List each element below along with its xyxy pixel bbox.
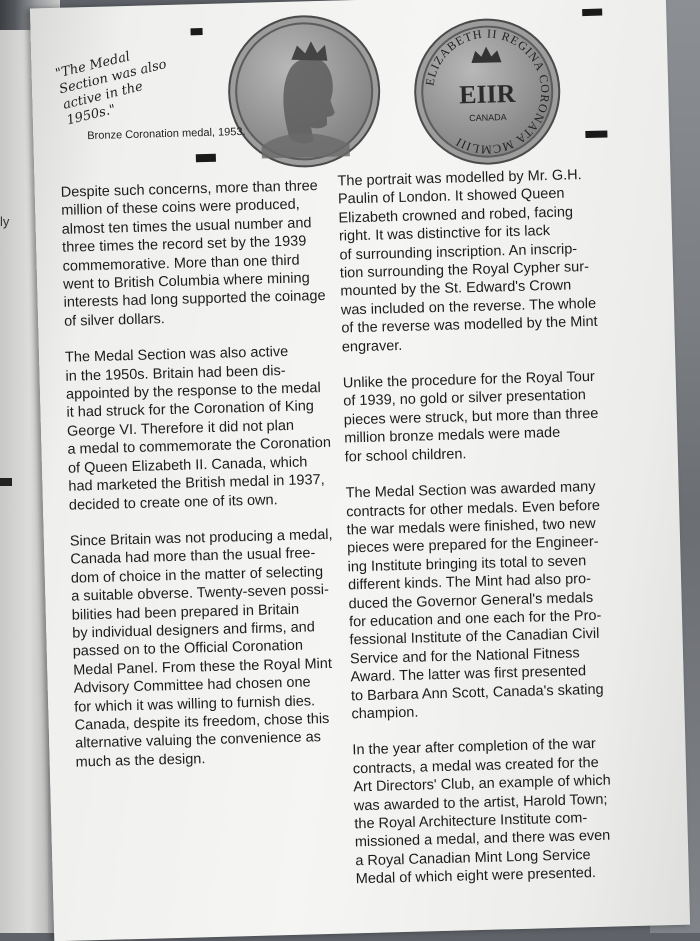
- pull-quote: "The Medal Section was also active in the 1950s.": [54, 49, 169, 129]
- crown-icon: [471, 46, 501, 63]
- registration-mark: [196, 154, 216, 163]
- paragraph: In the year after completion of the war contracts, a medal was created for the Art Directors' Club, an example of which was awarded to the artist, Harold Town; the Royal Architecture Institute com- missioned a medal, and there was even a Royal Canadian Mint Long Service Medal of which eight were presented.: [352, 736, 611, 888]
- registration-mark: [585, 130, 607, 138]
- registration-mark: [190, 28, 202, 35]
- registration-mark: [582, 9, 602, 17]
- coronation-medal-obverse: [226, 13, 382, 169]
- left-text-column: [61, 177, 355, 790]
- medal-legend: ELIZABETH II REGINA CORONATA MCMLIII: [422, 26, 553, 157]
- book-page: [30, 0, 690, 941]
- queen-portrait-icon: [228, 15, 380, 167]
- paragraph: Despite such concerns, more than three million of these coins were produced, almost ten times the usual number and three times the record set by the 1939 commemorative. More than one third went to British Columbia where mining interests had long supported the coinage of silver dollars.: [60, 178, 326, 330]
- paragraph: Since Britain was not producing a medal, Canada had more than the usual free- dom of choice in the matter of selecting a suitable obverse. Twenty-seven possi- bilities had been prepared in Britain by individual designers and firms, and passed on to the Official Coronation Medal Panel. From these the Royal Mint Advisory Committee had chosen one for which it was willing to furnish dies. Canada, despite its freedom, chose this alternative valuing the convenience as much as the design.: [69, 526, 333, 771]
- paragraph: The portrait was modelled by Mr. G.H. Paulin of London. It showed Queen Elizabeth crowned and robed, facing right. It was distinctive for its lack of surrounding inscription. An inscrip- tion surrounding the Royal Cypher sur- mounted by the St. Edward's Crown was included on the reverse. The whole of the reverse was modelled by the Mint engraver.: [337, 167, 598, 356]
- medal-country: CANADA: [469, 112, 507, 124]
- right-text-column: [337, 164, 678, 907]
- royal-cypher: EIIR: [458, 78, 516, 110]
- paragraph: The Medal Section was awarded many contracts for other medals. Even before the war medals were finished, two new pieces were prepared for the Engineer- ing Institute bringing its total to seven different kinds. The Mint had also pro- duced the Governor General's medals for education and one each for the Pro- fessional Institute of the Canadian Civil Service and for the National Fitness Award. The latter was first presented to Barbara Ann Scott, Canada's skating champion.: [345, 478, 604, 723]
- paragraph: The Medal Section was also active in the 1950s. Britain had been dis- appointed by the response to the medal it had struck for the Coronation of King George VI. Therefore it did not plan a medal to commemorate the Coronation of Queen Elizabeth II. Canada, which had marketed the British medal in 1937, decided to create one of its own.: [64, 344, 332, 514]
- registration-mark: [0, 478, 12, 486]
- paragraph: Unlike the procedure for the Royal Tour of 1939, no gold or silver presentation pieces were struck, but more than three million bronze medals were made for school children.: [342, 368, 599, 466]
- adjacent-page-text-fragment: ly: [0, 214, 10, 229]
- coronation-medal-reverse: [412, 17, 562, 167]
- medal-caption: Bronze Coronation medal, 1953.: [87, 125, 246, 143]
